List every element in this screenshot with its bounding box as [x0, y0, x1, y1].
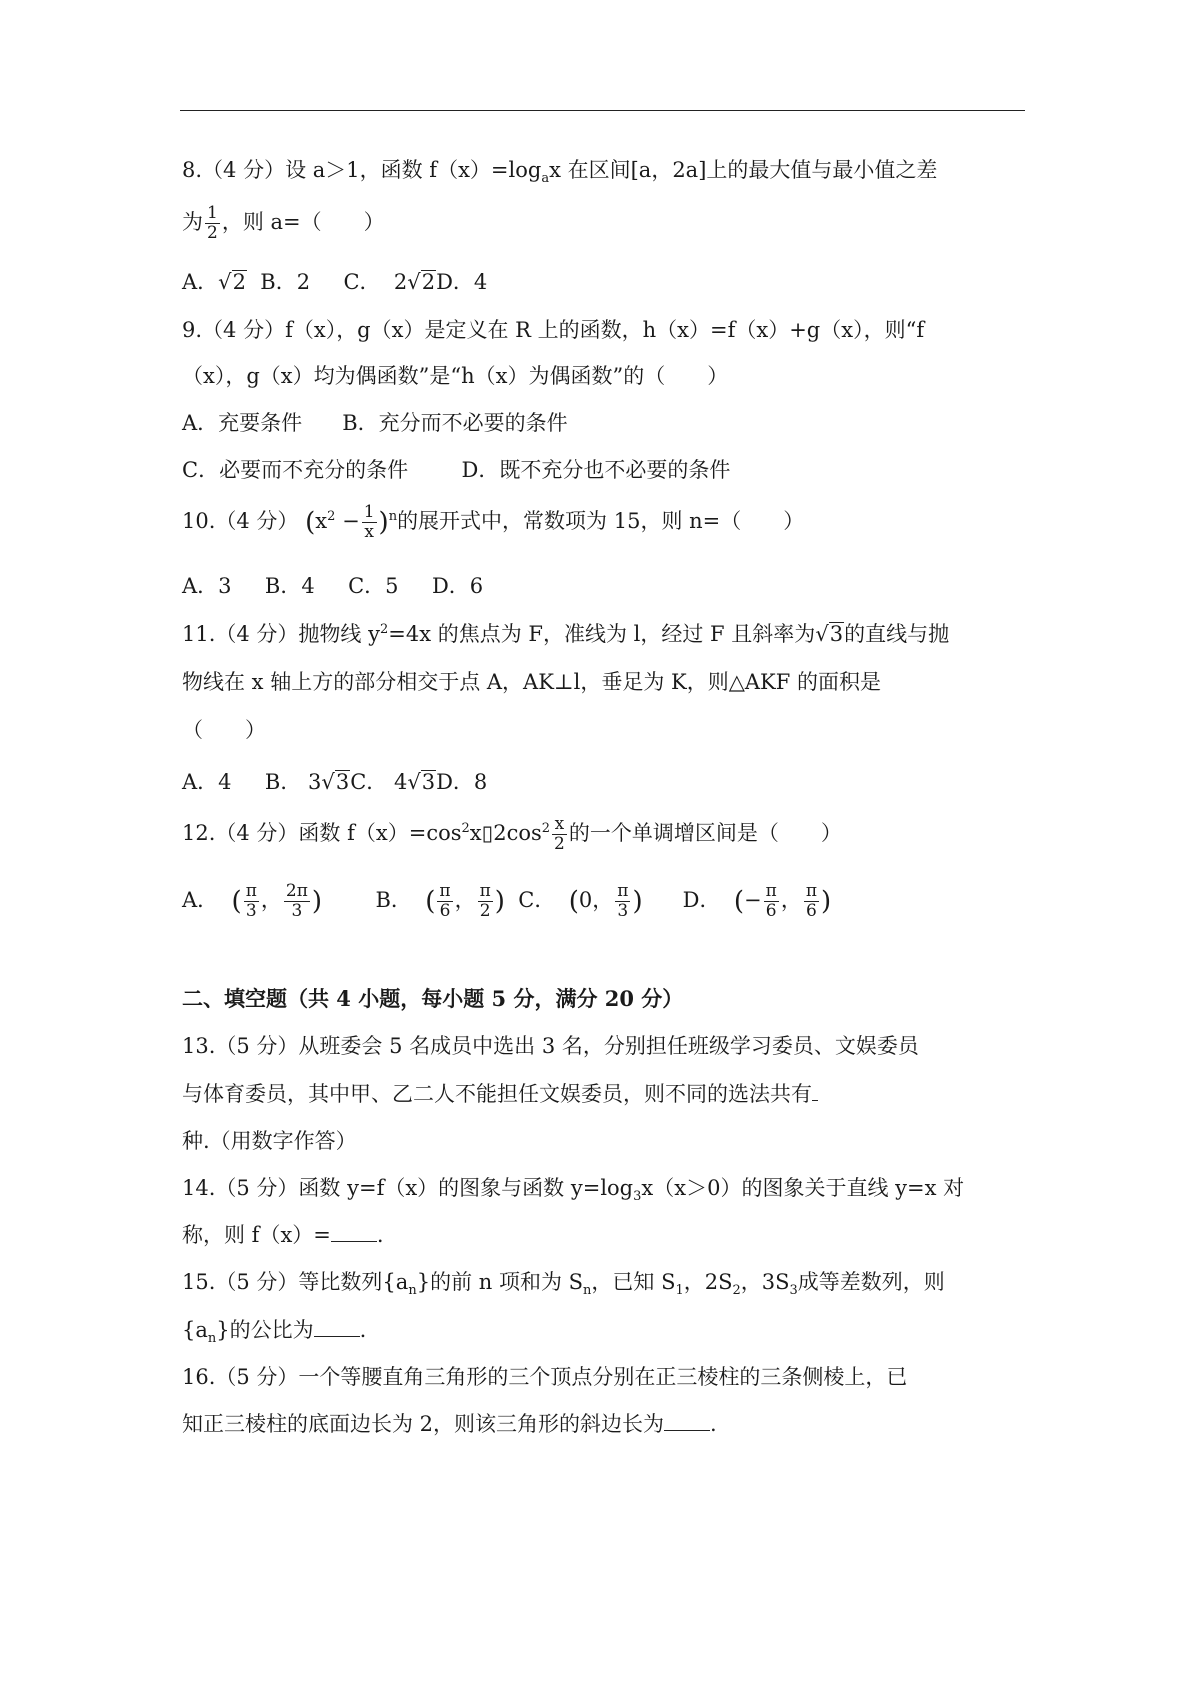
q11-line2: 物线在 x 轴上方的部分相交于点 A，AK⊥l，垂足为 K，则△AKF 的面积是 [182, 670, 881, 694]
q8-option-d: D．4 [436, 270, 488, 294]
q13-line2: 与体育委员，其中甲、乙二人不能担任文娱委员，则不同的选法共有 [182, 1080, 818, 1108]
q11-option-a: A．4 [182, 770, 232, 794]
q15-line1: 15.（5 分）等比数列$\{a_n\}$的前 n 项和为 $S_n$，已知 $S_1$，$2S_2$，$3S_3$成等差数列，则 [182, 1270, 945, 1299]
q8-line1: 8.（4 分）设 a＞1，函数 $f(x)=\log_ax$ 在区间[a，2a]上的最大值与最小值之差 [182, 158, 938, 187]
q16-line1: 16.（5 分）一个等腰直角三角形的三个顶点分别在正三棱柱的三条侧棱上，已 [182, 1365, 908, 1389]
q9-option-b: B．充分而不必要的条件 [342, 411, 568, 435]
q9-option-c: C．必要而不充分的条件 [182, 458, 409, 482]
q10-option-b: B．4 [264, 574, 315, 598]
q9-options-row1 [182, 409, 568, 437]
q11-line3: （ ） [182, 718, 266, 742]
q12-option-d: D． (− $\frac{\pi}{6}$ ， $\frac{\pi}{6}$ ) [682, 881, 832, 921]
q10-expression: ($x^2$ − $\frac{1}{x}$ )$^n$ [305, 502, 398, 542]
q9-option-d: D．既不充分也不必要的条件 [461, 458, 731, 482]
q14-line2: 称，则 f（x）= . [182, 1223, 384, 1247]
q9-options-row2 [182, 456, 730, 484]
q12-option-a: A． ( $\frac{\pi}{3}$ ， $\frac{2\pi}{3}$ ) [182, 881, 323, 921]
q15-line2: $\{a_n\}$的公比为 . [182, 1318, 367, 1347]
q10-option-c: C．5 [348, 574, 399, 598]
q12-options [182, 882, 831, 921]
q11-options [182, 768, 487, 796]
q11-line1: 11.（4 分）抛物线 $y^2=4x$ 的焦点为 F，准线为 l，经过 F 且斜率为√3的直线与抛 [182, 622, 950, 646]
q9-line2: （x），g（x）均为偶函数”是“h（x）为偶函数”的（ ） [182, 364, 729, 388]
q12-option-b: B． ( $\frac{\pi}{6}$ ， $\frac{\pi}{2}$ ) [375, 881, 505, 921]
q8-option-b: B．2 [260, 270, 311, 294]
q16-line2: 知正三棱柱的底面边长为 2，则该三角形的斜边长为 . [182, 1412, 717, 1436]
q11-option-b: B． 3√3 [264, 770, 350, 794]
q8-option-c: C． 2√2 [343, 270, 436, 294]
q9-line1: 9.（4 分）f（x），g（x）是定义在 R 上的函数，h（x）=f（x）+g（x），则“f [182, 318, 925, 342]
q10-option-d: D．6 [431, 574, 484, 598]
q10-line1: 10.（4 分） ($x^2$ − $\frac{1}{x}$ )$^n$的展开式中，常数项为 15，则 n=（ ） [182, 502, 805, 542]
q8-option-a: A．√2 [182, 270, 246, 294]
q14-line1: 14.（5 分）函数 y=f（x）的图象与函数 $y=\log_3x(x>0)$的图象关于直线 y=x 对 [182, 1176, 965, 1205]
q9-option-a: A．充要条件 [182, 411, 303, 435]
q11-option-d: D．8 [436, 770, 488, 794]
q11-option-c: C． 4√3 [350, 770, 436, 794]
q10-options [182, 572, 483, 600]
q10-option-a: A．3 [182, 574, 232, 598]
q8-line2: 为 $\frac{1}{2}$ ，则 a=（ ） [182, 203, 385, 243]
fraction: $\frac{1}{2}$ [207, 203, 218, 243]
q12-line1: 12.（4 分）函数 $f(x)=\cos^2x▯2\cos^2$ $\frac{x}{2}$ 的一个单调增区间是（ ） [182, 814, 842, 854]
q13-line3: 种.（用数字作答） [182, 1129, 357, 1153]
q12-option-c: C． (0， $\frac{\pi}{3}$ ) [518, 881, 643, 921]
header-rule [180, 110, 1025, 111]
section-heading: 二、填空题（共 4 小题，每小题 5 分，满分 20 分） [182, 986, 684, 1011]
q8-options [182, 268, 487, 296]
q13-line1: 13.（5 分）从班委会 5 名成员中选出 3 名，分别担任班级学习委员、文娱委员 [182, 1034, 919, 1058]
